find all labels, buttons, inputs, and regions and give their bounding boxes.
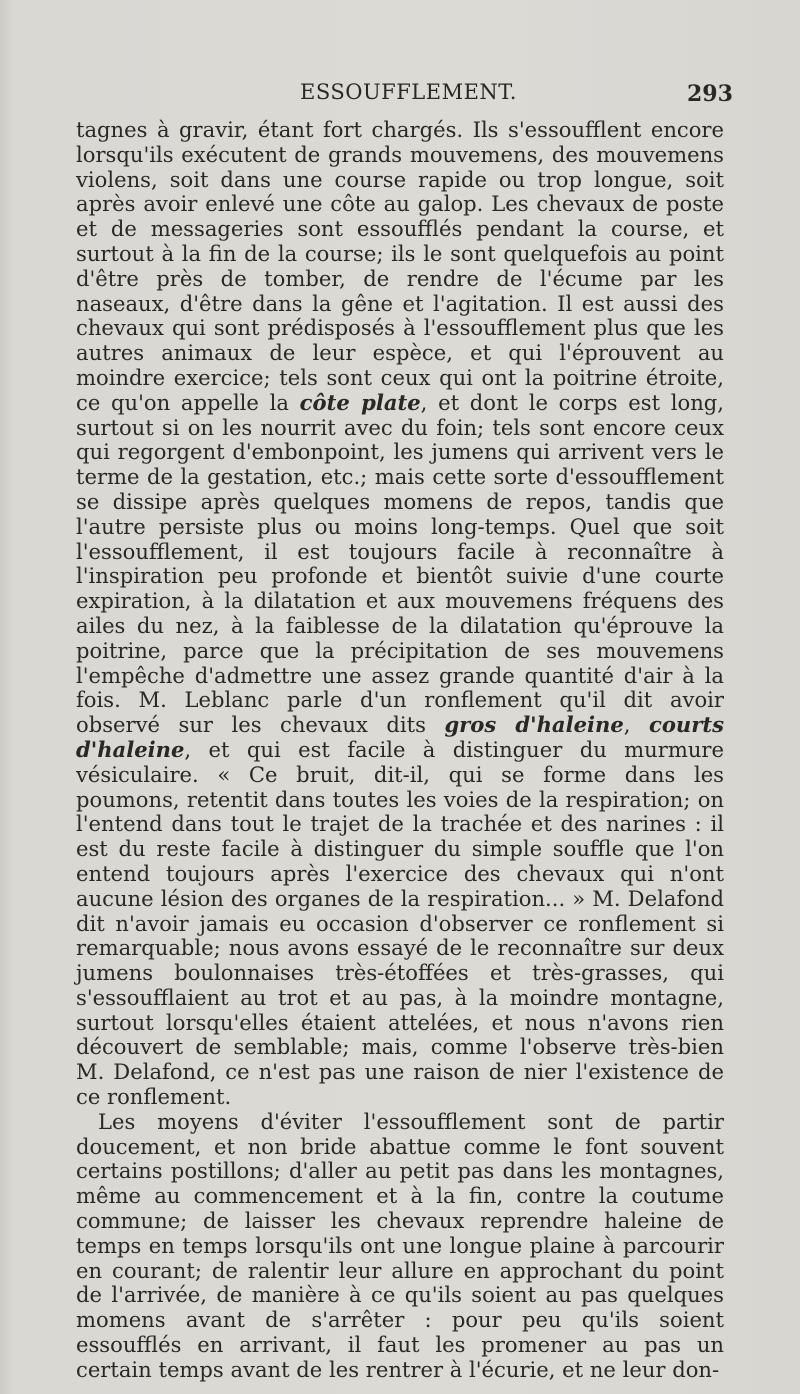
italic-term: courts d'haleine (76, 712, 724, 762)
paragraph (76, 118, 724, 1110)
page-header (0, 80, 800, 116)
body-text (76, 118, 724, 1383)
italic-term: gros d'haleine (444, 712, 624, 738)
text-run: , et dont le corps est long, surtout si on les nourrit avec du foin; tels sont encore ceux qui regorgent d'embonpoint, les jumens qui arrivent vers le terme de la gestation, etc.; mais cette sorte d'essoufflement se dissipe après quelques momens de repos, tandis que l'autre persiste plus ou moins long-temps. Quel que soit l'essoufflement, il est toujours facile à reconnaître à l'inspiration peu profonde et bientôt suivie d'une courte expiration, à la dilatation et aux mouvemens fréquens des ailes du nez, à la faiblesse de la dilatation qu'éprouve la poitrine, parce que la précipitation de ses mouvemens l'empêche d'admettre une assez grande quantité d'air à la fois. M. Leblanc parle d'un ronflement qu'il dit avoir observé sur les chevaux dits (76, 389, 725, 738)
running-title: ESSOUFFLEMENT. (300, 80, 517, 104)
text-run: , et qui est facile à distinguer du murmure vésiculaire. « Ce bruit, dit-il, qui se forme dans les poumons, retentit dans toutes les voies de la respiration; on l'entend dans tout le trajet de la trachée et des narines : il est du reste facile à distinguer du simple souffle que l'on entend toujours après l'exercice des chevaux qui n'ont aucune lésion des organes de la respiration... » M. Delafond dit n'avoir jamais eu occasion d'observer ce ronflement si remarquable; nous avons essayé de le reconnaître sur deux jumens boulonnaises très-étoffées et très-grasses, qui s'essoufflaient au trot et au pas, à la moindre montagne, surtout lorsqu'elles étaient attelées, et nous n'avons rien découvert de semblable; mais, comme l'observe très-bien M. Delafond, ce n'est pas une raison de nier l'existence de ce ronflement. (76, 736, 724, 1110)
page-number: 293 (687, 81, 733, 107)
paragraph (76, 1110, 724, 1383)
text-run: Les moyens d'éviter l'essoufflement sont de partir doucement, et non bride abattue comme le font souvent certains postillons; d'aller au petit pas dans les montagnes, même au commencement et à la fin, contre la coutume commune; de laisser les chevaux reprendre haleine de temps en temps lorsqu'ils ont une longue plaine à parcourir en courant; de ralentir leur allure en approchant du point de l'arrivée, de manière à ce qu'ils soient au pas quelques momens avant de s'arrêter : pour peu qu'ils soient essoufflés en arrivant, il faut les promener au pas un certain temps avant de les rentrer à l'écurie, et ne leur don- (76, 1108, 724, 1382)
italic-term: côte plate (299, 389, 421, 415)
text-run: , (623, 712, 649, 738)
text-run: tagnes à gravir, étant fort chargés. Ils s'essoufflent encore lorsqu'ils exécutent de grands mouvemens, des mouvemens violens, soit dans une course rapide ou trop longue, soit après avoir enlevé une côte au galop. Les chevaux de poste et de messageries sont essoufflés pendant la course, et surtout à la fin de la course; ils le sont quelquefois au point d'être près de tomber, de rendre de l'écume par les naseaux, d'être dans la gêne et l'agitation. Il est aussi des chevaux qui sont prédisposés à l'essoufflement plus que les autres animaux de leur espèce, et qui l'éprouvent au moindre exercice; tels sont ceux qui ont la poitrine étroite, ce qu'on appelle la (76, 117, 724, 415)
